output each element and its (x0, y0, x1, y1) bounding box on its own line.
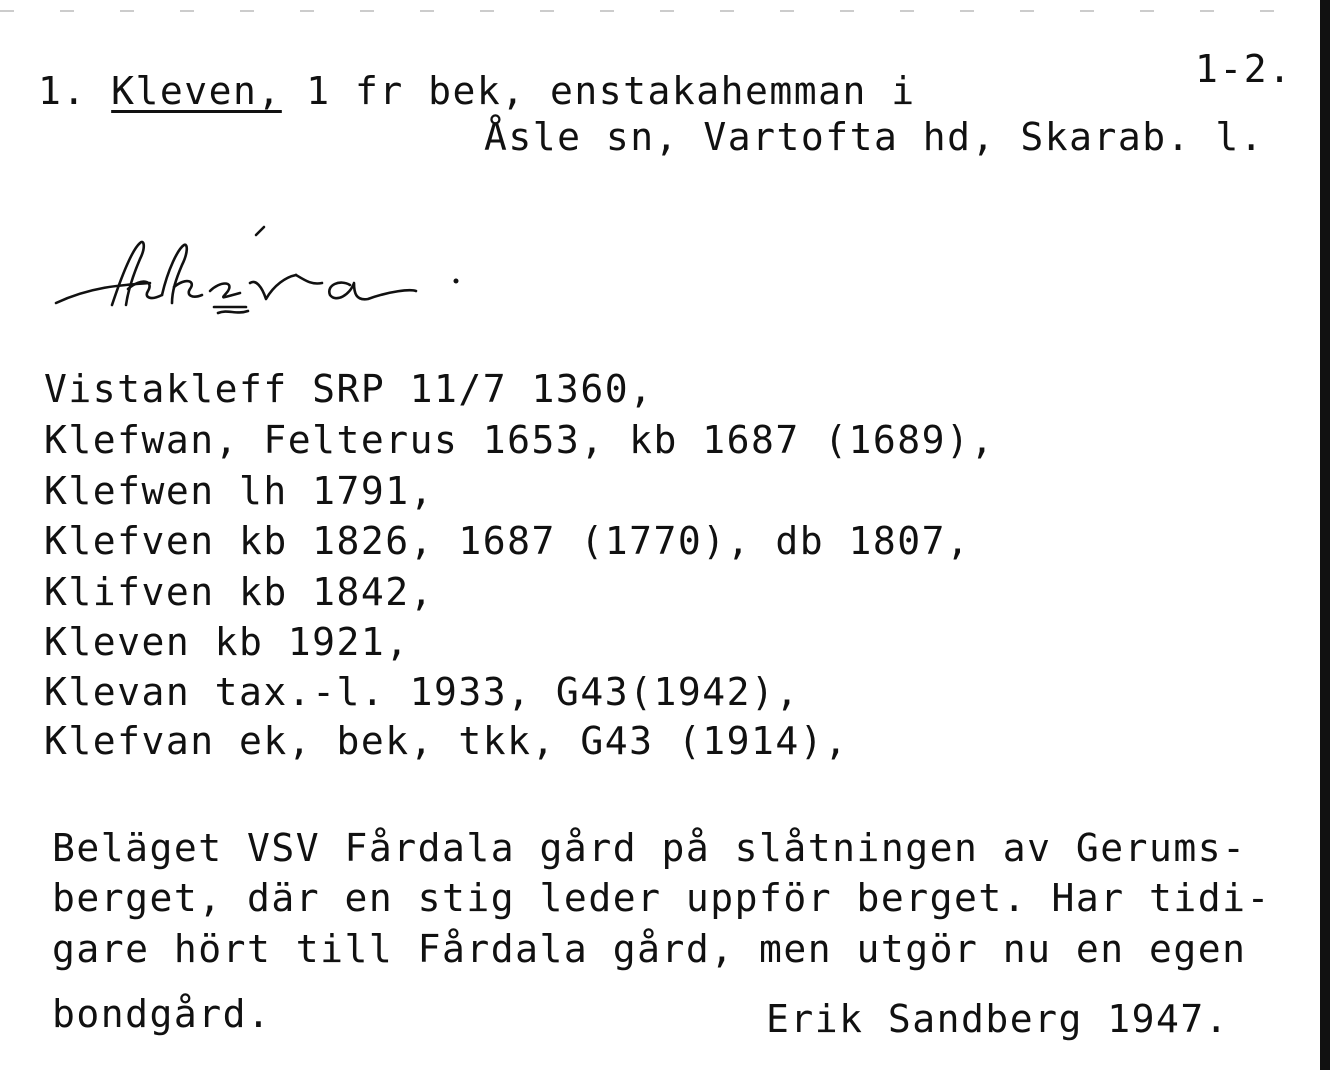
description-line: Beläget VSV Fårdala gård på slåtningen av Gerums- (52, 826, 1247, 870)
entry-heading (38, 69, 916, 113)
place-description: 1 fr bek, enstakahemman i (306, 69, 916, 113)
form-line: Klifven kb 1842, (44, 570, 435, 614)
description-line: gare hört till Fårdala gård, men utgör nu en egen (52, 927, 1247, 971)
form-line: Vistakleff SRP 11/7 1360, (44, 367, 654, 411)
description-line: bondgård. (52, 992, 272, 1036)
form-line: Kleven kb 1921, (44, 620, 410, 664)
form-line: Klefvan ek, bek, tkk, G43 (1914), (44, 719, 849, 763)
author-signature: Erik Sandberg 1947. (766, 997, 1230, 1041)
card-right-edge (1320, 0, 1330, 1070)
place-name: Kleven, (111, 69, 282, 113)
form-line: Klevan tax.-l. 1933, G43(1942), (44, 670, 800, 714)
description-line: berget, där en stig leder uppför berget. Har tidi- (52, 876, 1271, 920)
place-location: Åsle sn, Vartofta hd, Skarab. l. (484, 115, 1265, 159)
entry-number: 1. (38, 69, 87, 113)
handwritten-pronunciation (50, 225, 480, 325)
card-top-edge (0, 10, 1310, 12)
form-line: Klefwan, Felterus 1653, kb 1687 (1689), (44, 418, 995, 462)
form-line: Klefven kb 1826, 1687 (1770), db 1807, (44, 519, 971, 563)
pronunciation-handwriting (50, 225, 480, 325)
card-number: 1-2. (1195, 47, 1293, 91)
form-line: Klefwen lh 1791, (44, 469, 435, 513)
